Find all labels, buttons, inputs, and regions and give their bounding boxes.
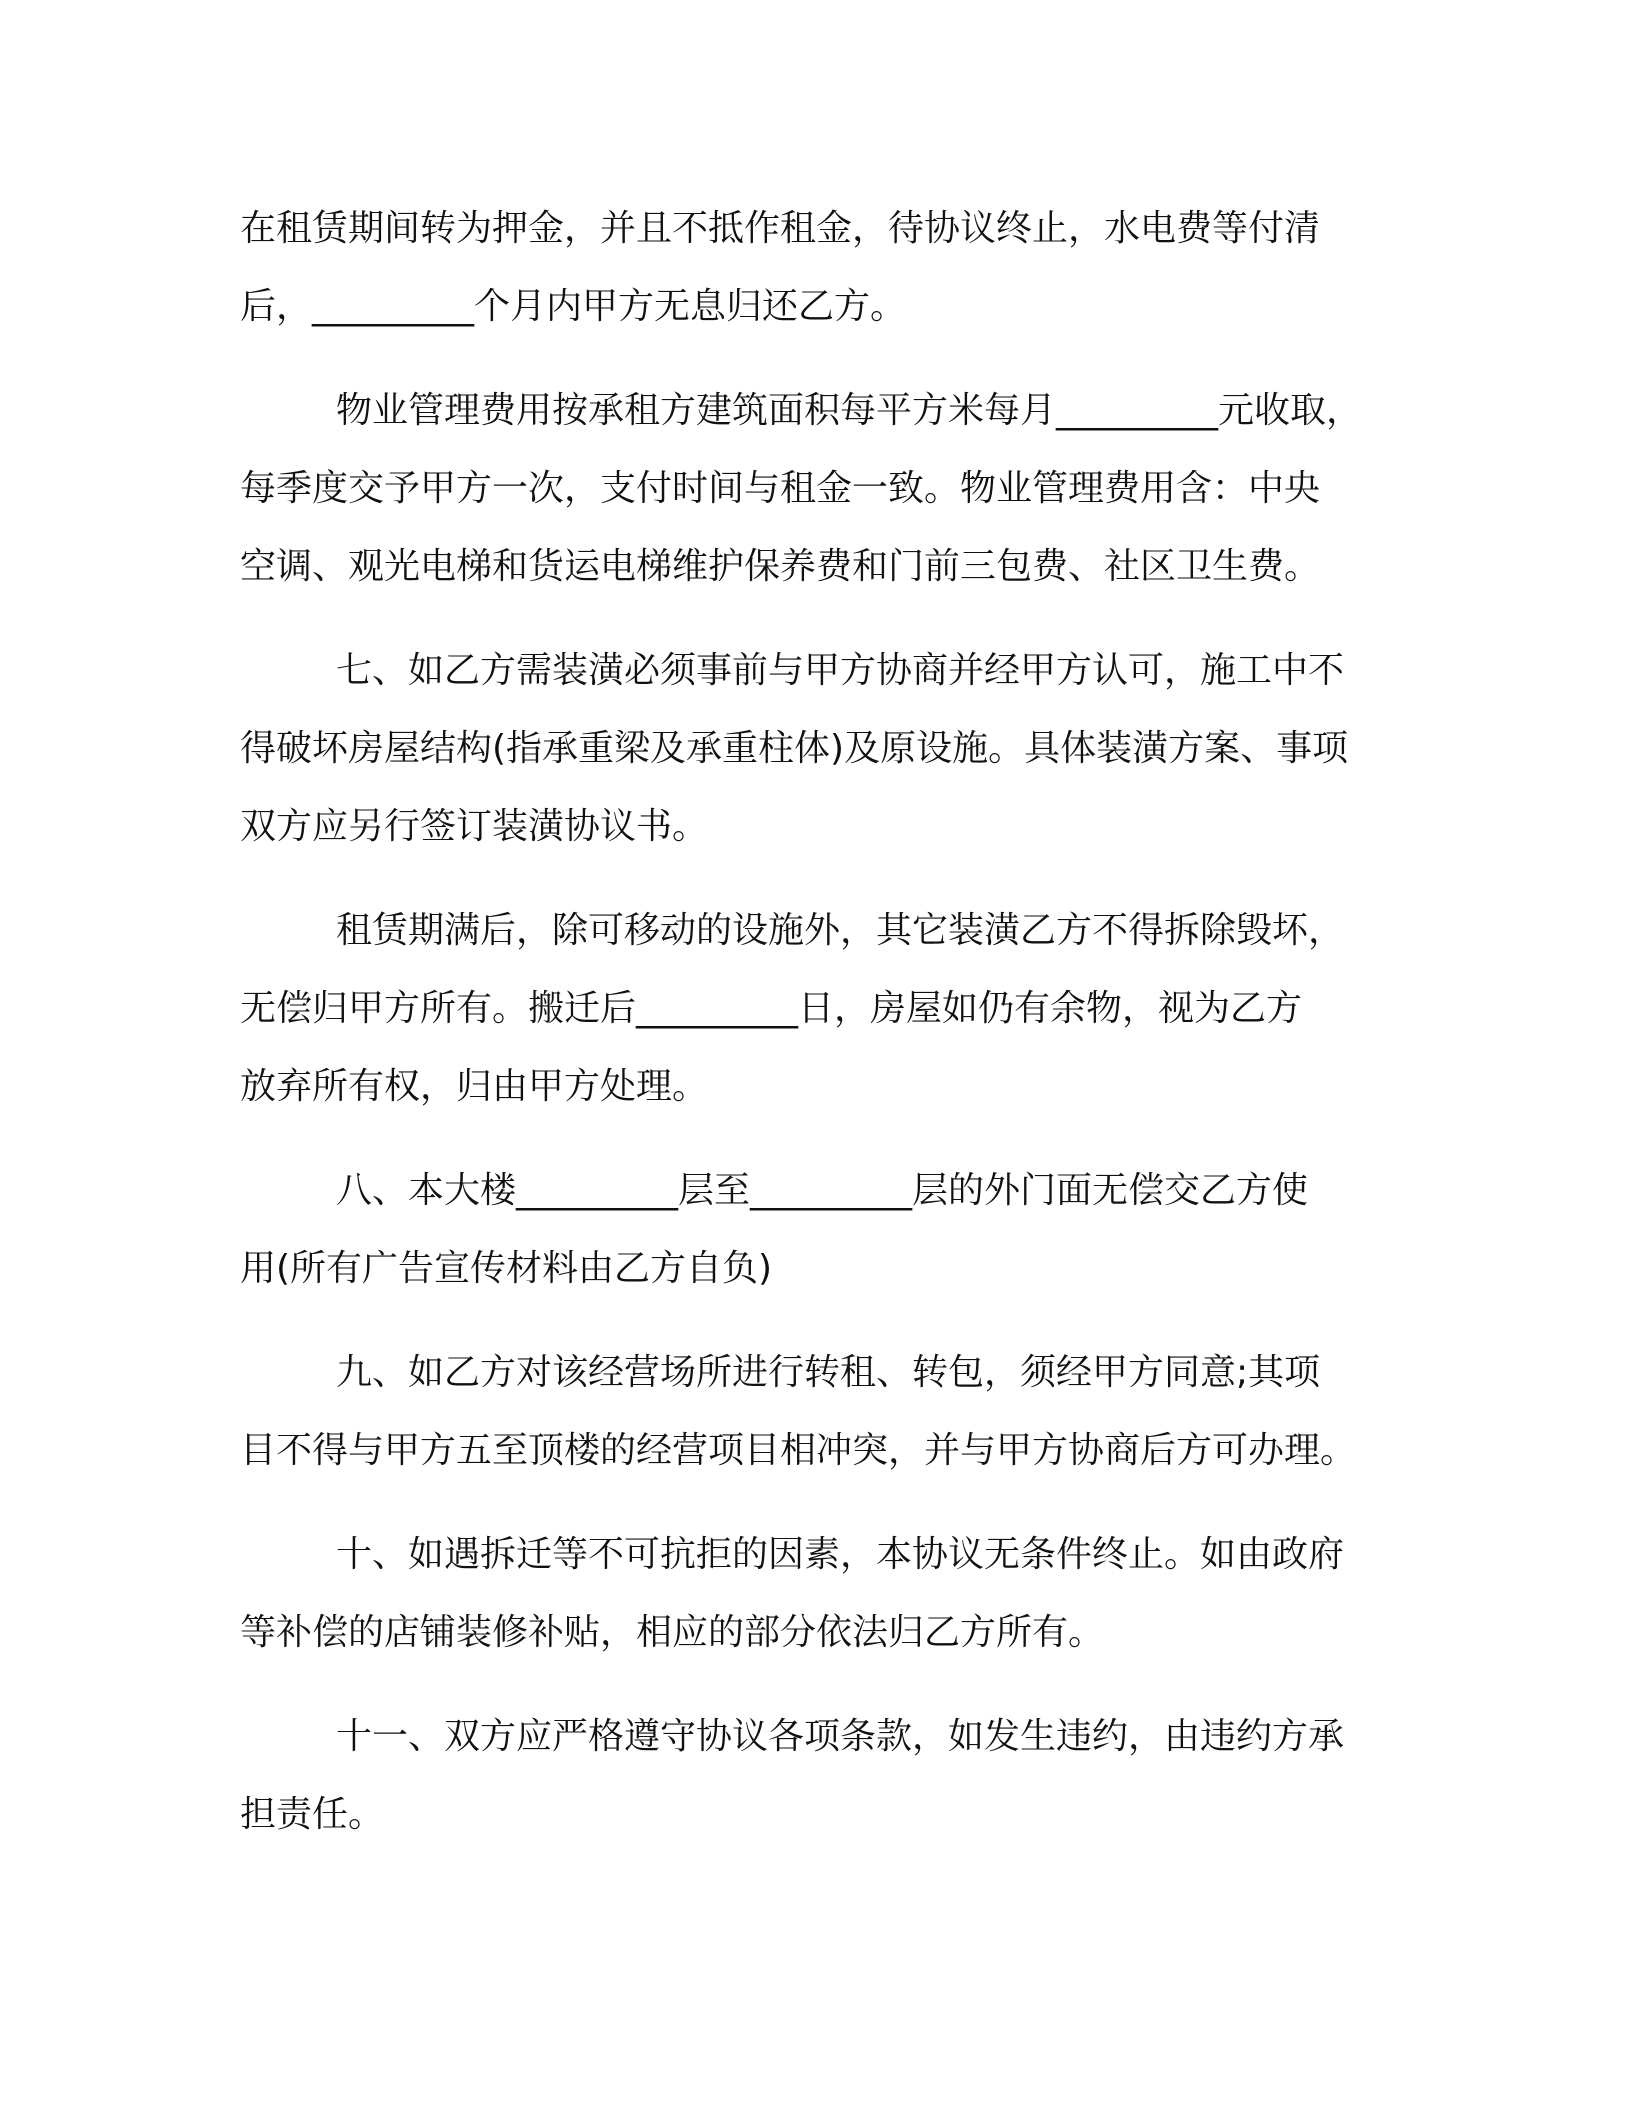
paragraph-line: 用(所有广告宣传材料由乙方自负) (240, 1248, 773, 1289)
paragraph-line: 双方应另行签订装潢协议书。 (240, 806, 709, 847)
paragraph-deposit (240, 190, 1400, 346)
paragraph-line: 八、本大楼_________层至_________层的外门面无偿交乙方使 (336, 1170, 1309, 1211)
paragraph-line: 每季度交予甲方一次，支付时间与租金一致。物业管理费用含：中央 (240, 468, 1321, 509)
paragraph-clause-9 (240, 1334, 1400, 1490)
paragraph-line: 得破坏房屋结构(指承重梁及承重柱体)及原设施。具体装潢方案、事项 (240, 728, 1349, 769)
paragraph-line: 放弃所有权，归由甲方处理。 (240, 1066, 709, 1107)
paragraph-line: 租赁期满后，除可移动的设施外，其它装潢乙方不得拆除毁坏， (336, 910, 1345, 951)
paragraph-line: 七、如乙方需装潢必须事前与甲方协商并经甲方认可，施工中不 (336, 650, 1345, 691)
paragraph-lease-expiry (240, 892, 1400, 1126)
paragraph-clause-7 (240, 632, 1400, 866)
document-body (240, 190, 1400, 1880)
paragraph-line: 空调、观光电梯和货运电梯维护保养费和门前三包费、社区卫生费。 (240, 546, 1321, 587)
paragraph-line: 目不得与甲方五至顶楼的经营项目相冲突，并与甲方协商后方可办理。 (240, 1430, 1357, 1471)
paragraph-line: 十一、双方应严格遵守协议各项条款，如发生违约，由违约方承 (336, 1716, 1345, 1757)
paragraph-line: 九、如乙方对该经营场所进行转租、转包，须经甲方同意;其项 (336, 1352, 1321, 1393)
paragraph-line: 在租赁期间转为押金，并且不抵作租金，待协议终止，水电费等付清 (240, 208, 1321, 249)
paragraph-clause-10 (240, 1516, 1400, 1672)
paragraph-line: 十、如遇拆迁等不可抗拒的因素，本协议无条件终止。如由政府 (336, 1534, 1345, 1575)
paragraph-property-fee (240, 372, 1400, 606)
paragraph-clause-11 (240, 1698, 1400, 1854)
paragraph-clause-8 (240, 1152, 1400, 1308)
paragraph-line: 后，_________个月内甲方无息归还乙方。 (240, 286, 907, 327)
paragraph-line: 等补偿的店铺装修补贴，相应的部分依法归乙方所有。 (240, 1612, 1105, 1653)
paragraph-line: 物业管理费用按承租方建筑面积每平方米每月_________元收取， (336, 390, 1363, 431)
paragraph-line: 担责任。 (240, 1794, 385, 1835)
paragraph-line: 无偿归甲方所有。搬迁后_________日，房屋如仍有余物，视为乙方 (240, 988, 1303, 1029)
